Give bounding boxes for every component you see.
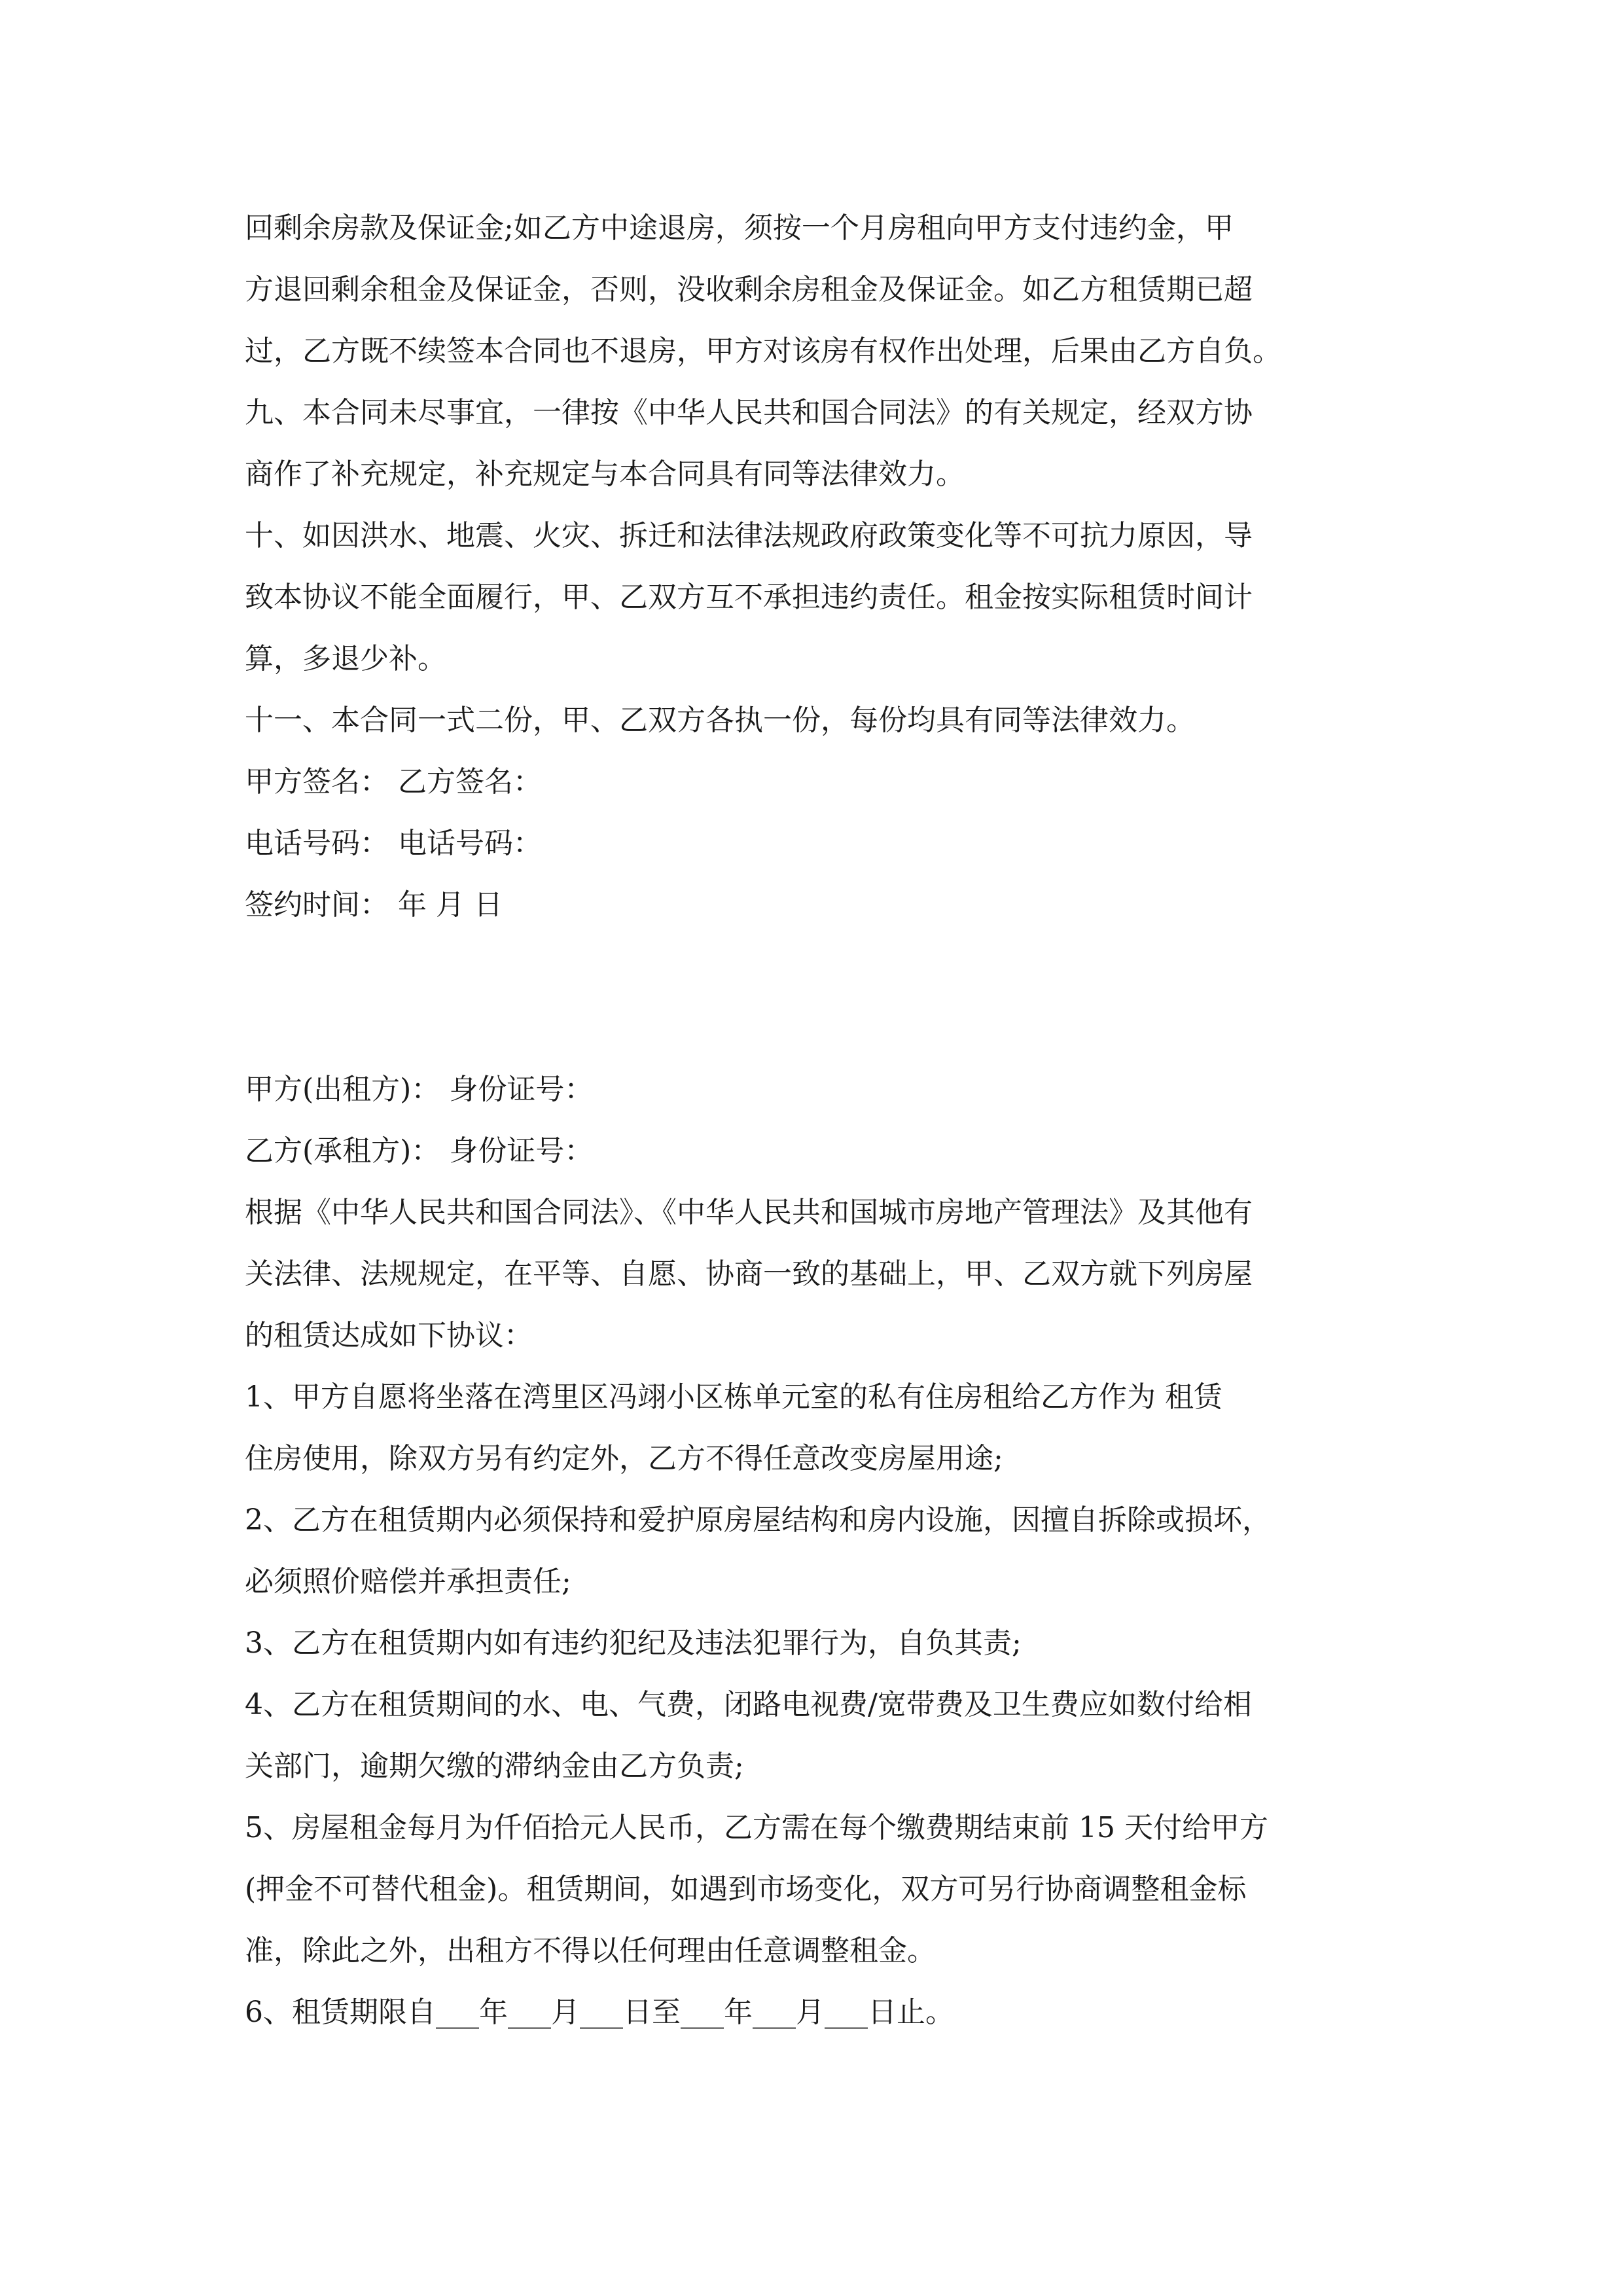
text-line: 准，除此之外，出租方不得以任何理由任意调整租金。: [245, 1934, 936, 1967]
text-line: 住房使用，除双方另有约定外，乙方不得任意改变房屋用途;: [245, 1442, 1003, 1475]
text-line: 过，乙方既不续签本合同也不退房，甲方对该房有权作出处理，后果由乙方自负。: [245, 334, 1281, 368]
text-line: 关部门，逾期欠缴的滞纳金由乙方负责;: [245, 1749, 744, 1783]
text-line: (押金不可替代租金)。租赁期间，如遇到市场变化，双方可另行协商调整租金标: [245, 1873, 1247, 1906]
text-line: 致本协议不能全面履行，甲、乙双方互不承担违约责任。租金按实际租赁时间计: [245, 581, 1253, 614]
text-line: 方退回剩余租金及保证金，否则，没收剩余房租金及保证金。如乙方租赁期已超: [245, 273, 1253, 306]
clause-6: 6、租赁期限自___年___月___日至___年___月___日止。: [245, 1996, 954, 2029]
clause-10: 十、如因洪水、地震、火灾、拆迁和法律法规政府政策变化等不可抗力原因，导: [245, 519, 1253, 552]
text-line: 关法律、法规规定，在平等、自愿、协商一致的基础上，甲、乙双方就下列房屋: [245, 1257, 1253, 1291]
text-line: 必须照价赔偿并承担责任;: [245, 1565, 571, 1598]
preamble-line: 根据《中华人民共和国合同法》、《中华人民共和国城市房地产管理法》及其他有: [245, 1196, 1253, 1229]
text-line: 商作了补充规定，补充规定与本合同具有同等法律效力。: [245, 457, 965, 491]
section-gap: [245, 936, 1397, 1059]
clause-2: 2、乙方在租赁期内必须保持和爱护原房屋结构和房内设施，因擅自拆除或损坏，: [245, 1503, 1271, 1537]
text-line: 算，多退少补。: [245, 642, 446, 675]
clause-4: 4、乙方在租赁期间的水、电、气费，闭路电视费/宽带费及卫生费应如数付给相: [245, 1688, 1252, 1721]
clause-3: 3、乙方在租赁期内如有违约犯纪及违法犯罪行为，自负其责;: [245, 1626, 1022, 1660]
clause-9: 九、本合同未尽事宜，一律按《中华人民共和国合同法》的有关规定，经双方协: [245, 396, 1253, 429]
clause-1: 1、甲方自愿将坐落在湾里区冯翊小区栋单元室的私有住房租给乙方作为 租赁: [245, 1380, 1222, 1414]
text-line: 回剩余房款及保证金;如乙方中途退房，须按一个月房租向甲方支付违约金，甲: [245, 211, 1234, 245]
clause-11: 十一、本合同一式二份，甲、乙双方各执一份，每份均具有同等法律效力。: [245, 704, 1195, 737]
text-line: 的租赁达成如下协议：: [245, 1319, 533, 1352]
document-body: [245, 198, 1397, 2043]
signature-line: 甲方签名： 乙方签名：: [245, 765, 542, 798]
clause-5: 5、房屋租金每月为仟佰拾元人民币，乙方需在每个缴费期结束前 15 天付给甲方: [245, 1811, 1268, 1844]
party-b-line: 乙方(承租方)： 身份证号：: [245, 1134, 594, 1168]
party-a-line: 甲方(出租方)： 身份证号：: [245, 1073, 594, 1106]
sign-date-line: 签约时间： 年 月 日: [245, 888, 503, 922]
phone-line: 电话号码： 电话号码：: [245, 827, 542, 860]
